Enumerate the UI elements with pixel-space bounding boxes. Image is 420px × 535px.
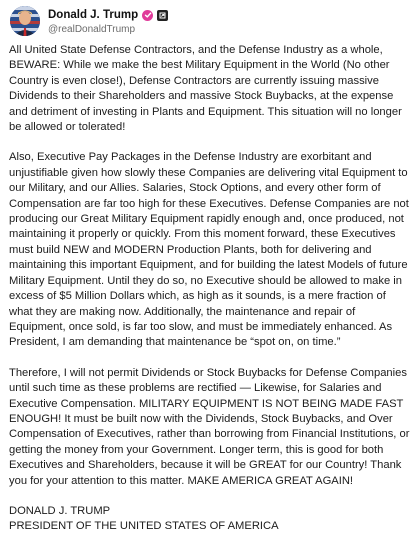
signature	[9, 504, 412, 535]
avatar[interactable]	[10, 6, 40, 36]
author-name[interactable]: Donald J. Trump	[48, 9, 139, 21]
signature-name: DONALD J. TRUMP	[9, 504, 111, 517]
post-body	[9, 43, 412, 535]
signature-title: PRESIDENT OF THE UNITED STATES OF AMERICA	[9, 520, 279, 533]
affiliation-icon	[157, 10, 168, 21]
verified-check-icon	[142, 10, 153, 21]
post-paragraph: All United State Defense Contractors, and the Defense Industry as a whole, BEWARE: While we make the best Military Equipment in the World (No other Country is even close!), Defense Contractors are currently issuing massive Dividends to their Shareholders and massive Stock Buybacks, at the expense and detriment of investing in Plants and Equipment. This situation will no longer be allowed or tolerated!	[9, 44, 402, 134]
post-paragraph: Therefore, I will not permit Dividends or Stock Buybacks for Defense Companies until such time as these problems are rectified — Likewise, for Salaries and Executive Compensation. MILITARY EQUIPMENT IS NOT BEING MADE FAST ENOUGH! It must be built now with the Dividends, Stock Buybacks, and Over Compensation of Executives, rather than borrowing from Financial Institutions, or getting the money from your Government. Longer term, this is good for both Executives and Shareholders, because it will be GREAT for our Country! Thank you for your attention to this matter. MAKE AMERICA GREAT AGAIN!	[9, 366, 410, 487]
post-paragraph: Also, Executive Pay Packages in the Defense Industry are exorbitant and unjustifiable given how slowly these Companies are delivering vital Equipment to our Military, and our Allies. Salaries, Stock Options, and every other form of Compensation are far too high for these Executives. Defense Companies are not producing our Great Military Equipment rapidly enough and, once produced, not maintaining it properly or quickly. From this moment forward, these Executives must build NEW and MODERN Production Plants, both for delivering and maintaining this important Equipment, and for building the latest Models of future Military Equipment. Until they do so, no Executive should be allowed to make in excess of $5 Million Dollars which, as high as it sounds, is a mere fraction of what they are making now. Additionally, the maintenance and repair of Equipment, once sold, is far too slow, and must be immediately enhanced. As President, I am demanding that maintenance be “spot on, on time.”	[9, 151, 409, 349]
author-name-row	[48, 9, 168, 21]
post-header	[10, 6, 410, 38]
author-handle[interactable]: @realDonaldTrump	[48, 24, 136, 35]
avatar-photo	[10, 6, 40, 36]
